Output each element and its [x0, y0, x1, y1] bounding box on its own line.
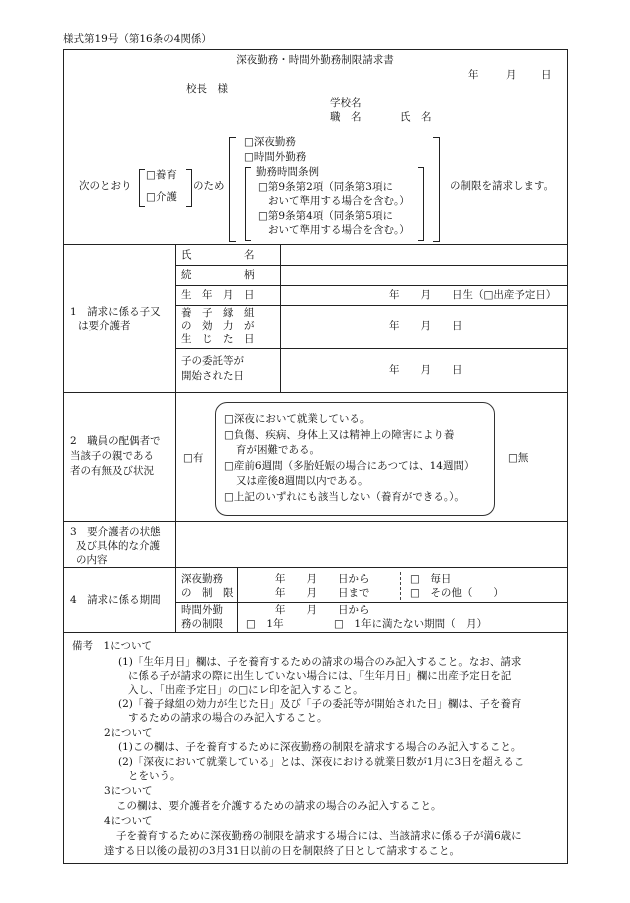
night-option-other[interactable]: □ その他（ ） [410, 587, 504, 599]
note-line: (2)「養子縁組の効力が生じた日」及び「子の委託等が開始された日」欄は、子を養育 [118, 698, 522, 710]
note-line: (1)「生年月日」欄は、子を養育するための請求の場合のみ記入すること。なお、請求 [118, 656, 522, 668]
divider [175, 602, 568, 603]
divider [63, 632, 568, 633]
row-label-adoption: 生 じ た 日 [181, 333, 255, 345]
condition-item: □第9条第4項（同条第5項に [258, 210, 393, 222]
note-line: するための請求の場合のみ記入すること。 [128, 712, 328, 724]
intro-for: のため [193, 180, 225, 192]
spouse-no-checkbox[interactable]: □無 [508, 452, 529, 464]
row-label-adoption: の 効 力 が [181, 320, 255, 332]
type-overtime: □時間外勤務 [244, 151, 307, 163]
night-limit-label: の 制 限 [181, 587, 234, 599]
entrustment-date-value: 年 月 日 [389, 364, 463, 376]
form-number: 様式第19号（第16条の4関係） [63, 33, 212, 45]
note-line: (2)「深夜において就業している」とは、深夜における就業日数が1月に3日を超えるこ [118, 756, 525, 768]
row-label-entrustment: 開始された日 [181, 370, 244, 382]
note-heading: 2について [104, 727, 153, 739]
section3-label: の内容 [76, 554, 108, 566]
school-name-label: 学校名 [330, 97, 362, 109]
position-label: 職 名 [330, 111, 362, 123]
overtime-limit-label: 時間外勤 [181, 604, 223, 616]
birthdate-value: 年 月 日生（□出産予定日） [389, 289, 557, 301]
column-divider [280, 244, 281, 392]
note-line: 達する日以後の最初の3月31日以前の日を制限終了日として請求すること。 [104, 845, 461, 857]
section2-label: 者の有無及び状況 [70, 465, 154, 477]
care-bracket-right [186, 169, 192, 207]
night-limit-label: 深夜勤務 [181, 573, 223, 585]
section3-label: 及び具体的な介護 [76, 540, 160, 552]
note-line: に係る子が請求の際に出生していない場合には、「生年月日」欄に出産予定日を記 [128, 670, 512, 682]
adoption-date-value: 年 月 日 [389, 320, 463, 332]
type-bracket-right [433, 137, 440, 242]
overtime-option-short[interactable]: □ 1年に満たない期間（ 月） [334, 618, 488, 630]
condition-item: □第9条第2項（同条第3項に [258, 181, 393, 193]
type-bracket-left [229, 137, 236, 242]
row-label-birthdate: 生 年 月 日 [181, 289, 255, 301]
employee-name-label: 氏 名 [400, 111, 432, 123]
overtime-from-date: 年 月 日から [275, 604, 370, 616]
condition-title: 勤務時間条例 [256, 166, 319, 178]
row-label-relation: 続 柄 [181, 269, 255, 281]
divider [63, 392, 568, 393]
intro-lead: 次のとおり [79, 180, 132, 192]
divider [63, 244, 568, 245]
type-night-work: □深夜勤務 [244, 136, 296, 148]
status-item[interactable]: □上記のいずれにも該当しない（養育ができる。）。 [224, 491, 465, 503]
section2-label: 当該子の親である [70, 450, 154, 462]
section4-label: 4 請求に係る期間 [70, 594, 161, 606]
date-day: 日 [541, 69, 552, 81]
dashed-divider [400, 572, 401, 600]
note-heading: 4について [104, 815, 153, 827]
status-item[interactable]: □産前6週間（多胎妊娠の場合にあつては、14週間） [224, 460, 475, 472]
overtime-limit-label: 務の制限 [181, 618, 223, 630]
notes-heading: 備考 1について [72, 640, 152, 652]
row-label-name: 氏 名 [181, 249, 255, 261]
condition-item: おいて準用する場合を含む。） [268, 195, 410, 207]
status-item-cont: 育が困難である。 [236, 444, 320, 456]
column-divider [237, 567, 238, 632]
night-from-date: 年 月 日から [275, 573, 370, 585]
care-bracket-left [139, 169, 145, 207]
care-option-nursing: □介護 [146, 191, 177, 203]
spouse-yes-checkbox[interactable]: □有 [183, 452, 204, 464]
note-line: 入し、「出産予定日」の□にレ印を記入すること。 [128, 684, 364, 696]
night-to-date: 年 月 日まで [275, 587, 370, 599]
status-item[interactable]: □深夜において就業している。 [224, 413, 371, 425]
divider [63, 567, 568, 568]
note-line: とをいう。 [128, 770, 181, 782]
section1-label: 1 請求に係る子又 [70, 306, 161, 318]
intro-tail: の制限を請求します。 [450, 180, 555, 192]
divider [63, 521, 568, 522]
status-item-cont: 又は産後8週間以内である。 [236, 475, 369, 487]
night-option-daily[interactable]: □ 毎日 [410, 573, 452, 585]
row-label-entrustment: 子の委託等が [181, 355, 244, 367]
condition-bracket-right [418, 167, 424, 241]
column-divider [175, 244, 176, 632]
care-option-childcare: □養育 [146, 169, 177, 181]
section1-label: は要介護者 [78, 320, 131, 332]
note-line: 子を養育するために深夜勤務の制限を請求する場合には、当該請求に係る子が満6歳に [116, 830, 522, 842]
form-title: 深夜勤務・時間外勤務制限請求書 [236, 54, 394, 66]
section2-label: 2 職員の配偶者で [70, 435, 161, 447]
note-line: (1)この欄は、子を養育するために深夜勤務の制限を請求する場合のみ記入すること。 [118, 741, 522, 753]
addressee: 校長 様 [186, 83, 228, 95]
row-label-adoption: 養 子 縁 組 [181, 307, 255, 319]
divider [175, 348, 568, 349]
condition-item: おいて準用する場合を含む。） [268, 224, 410, 236]
divider [175, 305, 568, 306]
overtime-option-1year[interactable]: □ 1年 [246, 618, 284, 630]
divider [175, 265, 568, 266]
date-month: 月 [506, 69, 517, 81]
divider [175, 285, 568, 286]
note-line: この欄は、要介護者を介護するための請求の場合のみ記入すること。 [116, 800, 442, 812]
status-item[interactable]: □負傷、疾病、身体上又は精神上の障害により養 [224, 429, 455, 441]
date-year: 年 [468, 69, 479, 81]
section3-label: 3 要介護者の状態 [70, 526, 161, 538]
condition-bracket-left [245, 167, 251, 241]
note-heading: 3について [104, 785, 153, 797]
